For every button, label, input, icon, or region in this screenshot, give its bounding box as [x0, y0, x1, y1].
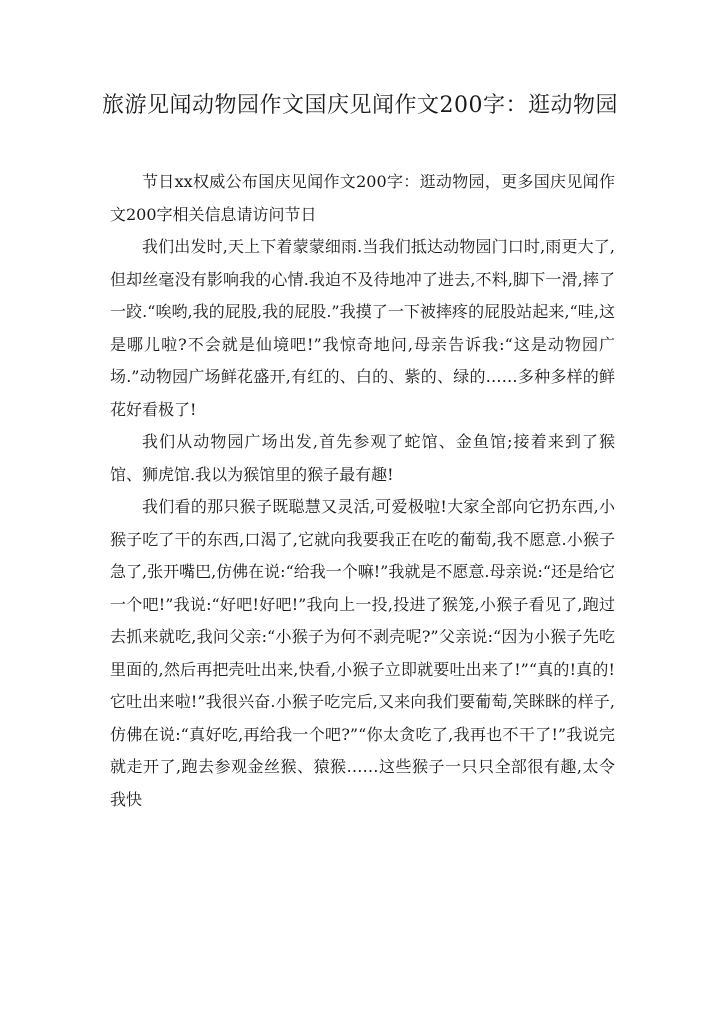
- document-body: [110, 166, 615, 816]
- paragraph-monkey: 我们看的那只猴子既聪慧又灵活,可爱极啦!大家全部向它扔东西,小猴子吃了干的东西,口渴了,它就向我要我正在吃的葡萄,我不愿意.小猴子急了,张开嘴巴,仿佛在说:“给我一个嘛!”我就是不愿意.母亲说:“还是给它一个吧!”我说:“好吧!好吧!”我向上一投,投进了猴笼,小猴子看见了,跑过去抓来就吃,我问父亲:“小猴子为何不剥壳呢?”父亲说:“因为小猴子先吃里面的,然后再把壳吐出来,快看,小猴子立即就要吐出来了!”“真的!真的!它吐出来啦!”我很兴奋.小猴子吃完后,又来向我们要葡萄,笑眯眯的样子,仿佛在说:“真好吃,再给我一个吧?”“你太贪吃了,我再也不干了!”我说完就走开了,跑去参观金丝猴、猿猴……这些猴子一只只全部很有趣,太令我快: [110, 497, 616, 809]
- paragraph-departure: 我们出发时,天上下着蒙蒙细雨.当我们抵达动物园门口时,雨更大了,但却丝毫没有影响我的心情.我迫不及待地冲了进去,不料,脚下一滑,摔了一跤.“唉哟,我的屁股,我的屁股.”我摸了一下被摔疼的屁股站起来,“哇,这是哪儿啦?不会就是仙境吧!”我惊奇地问,母亲告诉我:“这是动物园广场.”动物园广场鲜花盛开,有红的、白的、紫的、绿的……多种多样的鲜花好看极了!: [110, 237, 615, 419]
- document-title: 旅游见闻动物园作文国庆见闻作文200字：逛动物园: [102, 93, 618, 118]
- paragraph-route: 我们从动物园广场出发,首先参观了蛇馆、金鱼馆;接着来到了猴馆、狮虎馆.我以为猴馆里的猴子最有趣!: [110, 432, 615, 484]
- paragraph-intro: 节日xx权威公布国庆见闻作文200字：逛动物园，更多国庆见闻作文200字相关信息请访问节日: [110, 172, 615, 224]
